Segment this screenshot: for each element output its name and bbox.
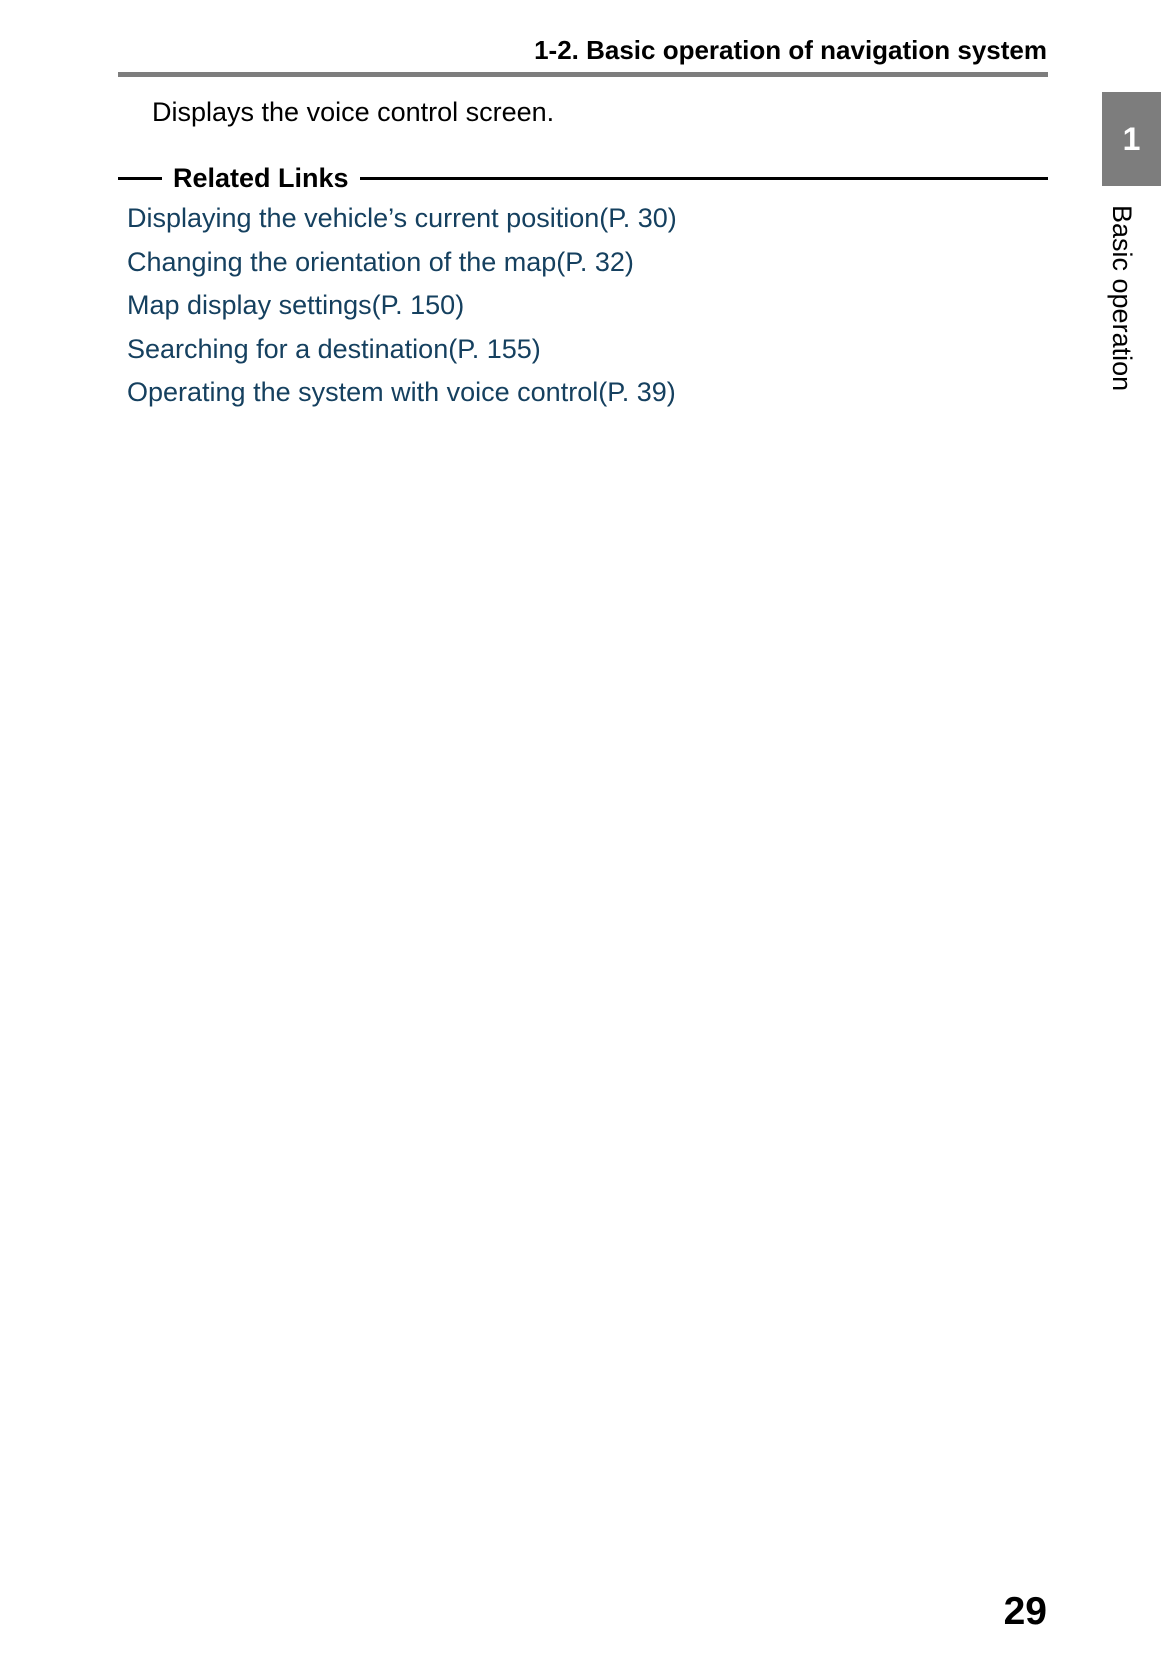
list-item <box>127 284 677 328</box>
link-displaying-current-position[interactable]: Displaying the vehicle’s current position(P. 30) <box>127 203 677 234</box>
link-changing-map-orientation[interactable]: Changing the orientation of the map(P. 32) <box>127 246 634 277</box>
heading-left-dash <box>118 177 162 180</box>
page-number: 29 <box>1003 1590 1047 1633</box>
list-item <box>127 241 677 285</box>
related-links-title: Related Links <box>173 163 349 193</box>
list-item <box>127 197 677 241</box>
link-map-display-settings[interactable]: Map display settings(P. 150) <box>127 290 465 321</box>
intro-text: Displays the voice control screen. <box>152 97 555 127</box>
chapter-tab <box>1102 92 1161 186</box>
chapter-section-label: Basic operation <box>1107 205 1137 392</box>
page-header-title: 1-2. Basic operation of navigation system <box>534 35 1047 65</box>
link-voice-control-operation[interactable]: Operating the system with voice control(P. 39) <box>127 377 676 408</box>
related-links-heading <box>118 162 1048 194</box>
header-divider-rule <box>118 72 1048 77</box>
heading-right-rule <box>360 177 1048 180</box>
chapter-number: 1 <box>1122 121 1141 157</box>
link-searching-destination[interactable]: Searching for a destination(P. 155) <box>127 333 541 364</box>
related-links-list <box>127 197 677 415</box>
list-item <box>127 371 677 415</box>
list-item <box>127 328 677 372</box>
